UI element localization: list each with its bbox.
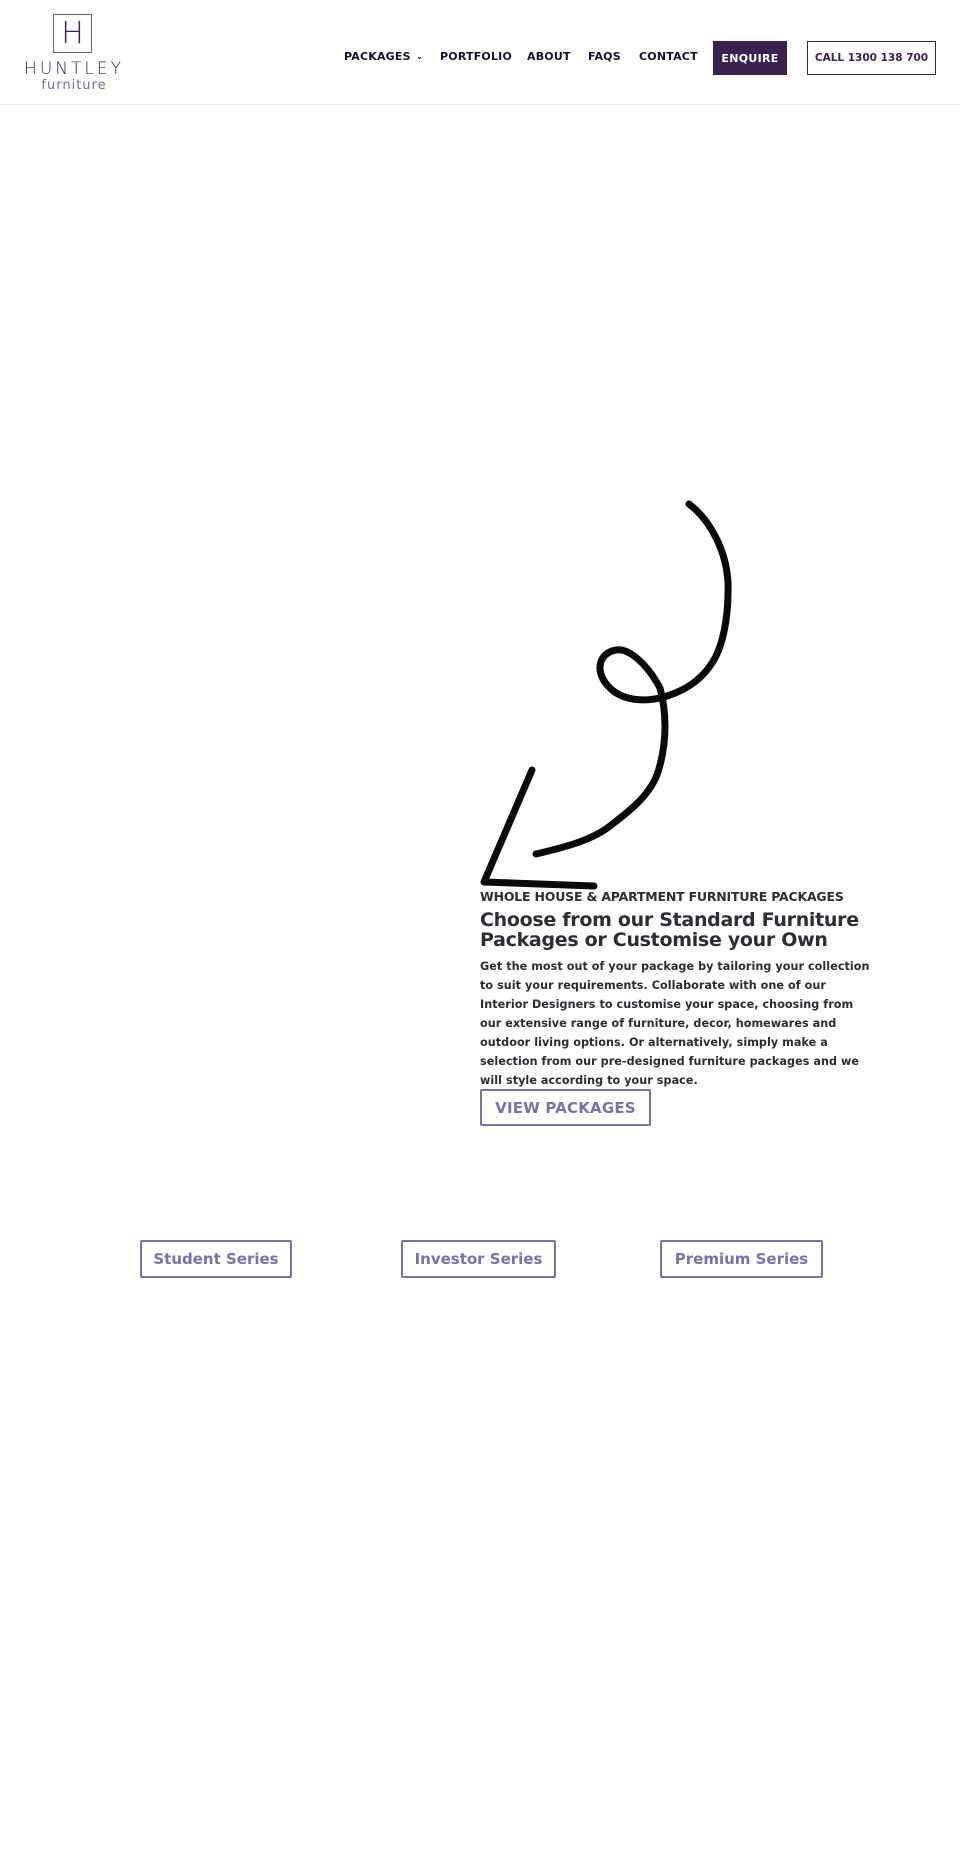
hand-drawn-arrow-icon bbox=[470, 490, 750, 900]
nav-item-faqs[interactable]: FAQS bbox=[588, 50, 621, 63]
hero-eyebrow: WHOLE HOUSE & APARTMENT FURNITURE PACKAGES bbox=[480, 889, 844, 904]
hero-headline: Choose from our Standard Furniture Packages or Customise your Own bbox=[480, 909, 859, 951]
nav-item-packages[interactable] bbox=[344, 50, 424, 63]
nav-item-portfolio[interactable]: PORTFOLIO bbox=[440, 50, 513, 63]
logo-mark bbox=[53, 14, 92, 53]
call-button[interactable]: CALL 1300 138 700 bbox=[807, 41, 936, 75]
nav-item-label: PACKAGES bbox=[344, 50, 411, 63]
logo-wordmark: HUNTLEY bbox=[24, 59, 124, 79]
premium-series-button[interactable]: Premium Series bbox=[660, 1240, 823, 1278]
huntley-logo[interactable] bbox=[24, 14, 124, 94]
nav-item-contact[interactable]: CONTACT bbox=[639, 50, 698, 63]
site-header bbox=[0, 0, 960, 105]
hero-body-text: Get the most out of your package by tailoring your collection to suit your requirements. Collaborate with one of our Interior Designers to customise your space, choosing from our extensive range of furniture, decor, homewares and outdoor living options. Or alternatively, simply make a selection from our pre-designed furniture packages and we will style according to your space. bbox=[480, 960, 870, 1087]
view-packages-button[interactable]: VIEW PACKAGES bbox=[480, 1089, 651, 1126]
chevron-down-icon: ⌄ bbox=[415, 52, 424, 62]
logo-tagline: furniture bbox=[41, 78, 107, 93]
investor-series-button[interactable]: Investor Series bbox=[401, 1240, 556, 1278]
logo-letter: H bbox=[61, 15, 84, 51]
enquire-button[interactable]: ENQUIRE bbox=[713, 41, 787, 75]
nav-item-about[interactable]: ABOUT bbox=[527, 50, 571, 63]
student-series-button[interactable]: Student Series bbox=[140, 1240, 292, 1278]
